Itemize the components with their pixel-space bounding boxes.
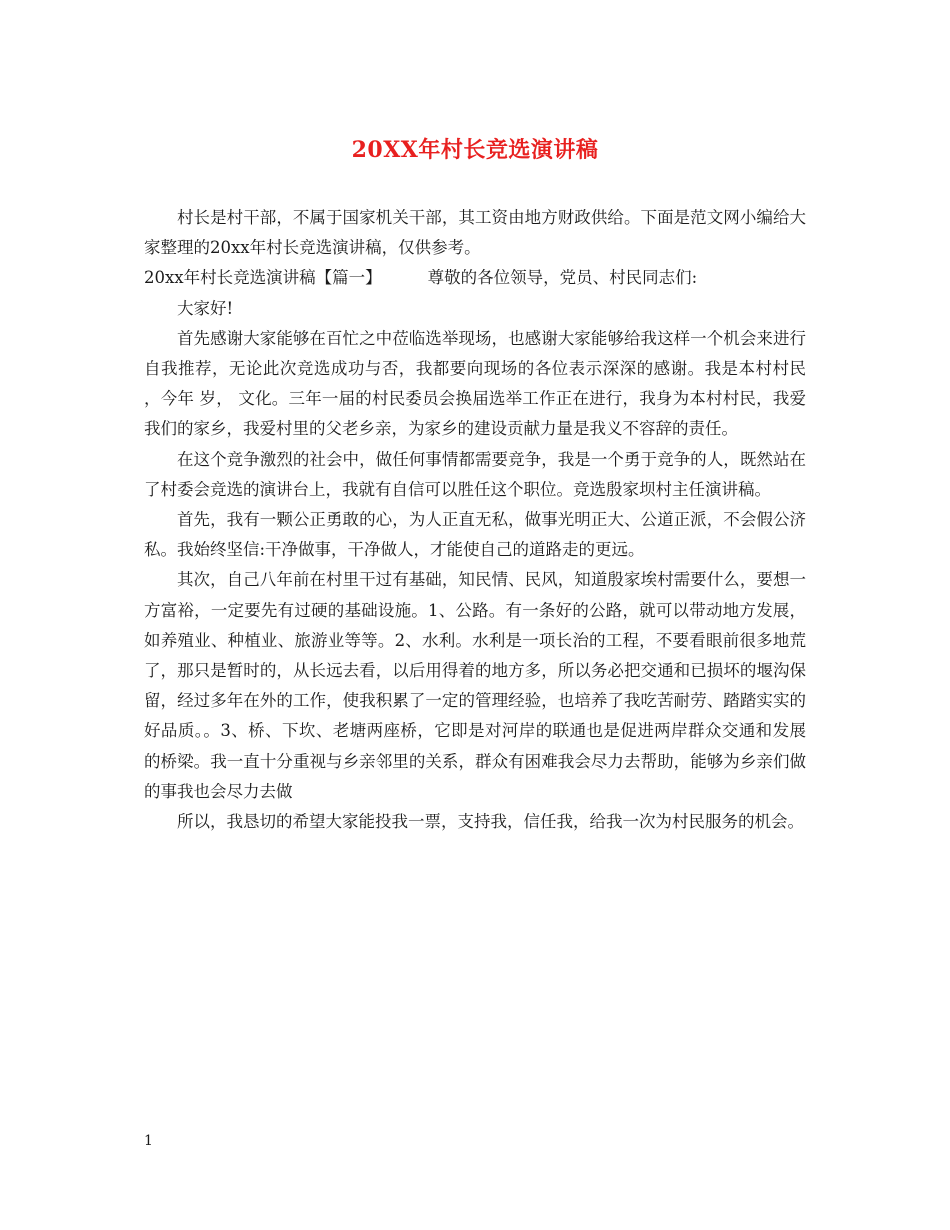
salutation: 尊敬的各位领导，党员、村民同志们:	[427, 268, 698, 288]
section-heading-line	[144, 263, 806, 293]
document-body	[144, 203, 806, 837]
page-number: 1	[144, 1133, 153, 1149]
body-paragraph-1: 首先感谢大家能够在百忙之中莅临选举现场，也感谢大家能够给我这样一个机会来进行自我推荐，无论此次竞选成功与否，我都要向现场的各位表示深深的感谢。我是本村村民 ，今年 岁， 文化。三年一届的村民委员会换届选举工作正在进行，我身为本村村民，我爱我们的家乡，我爱村里的父老乡亲，为家乡的建设贡献力量是我义不容辞的责任。	[144, 328, 806, 439]
greeting: 大家好!	[177, 298, 234, 318]
document-title: 20XX年村长竞选演讲稿	[351, 137, 599, 163]
body-paragraph-5: 所以，我恳切的希望大家能投我一票，支持我，信任我，给我一次为村民服务的机会。	[177, 812, 804, 832]
body-paragraph-4: 其次，自己八年前在村里干过有基础，知民情、民风，知道殷家埃村需要什么，要想一方富裕，一定要先有过硬的基础设施。1、公路。有一条好的公路，就可以带动地方发展，如养殖业、种植业、旅游业等等。2、水利。水利是一项长治的工程，不要看眼前很多地荒了，那只是暂时的，从长远去看，以后用得着的地方多，所以务必把交通和已损坏的堰沟保留，经过多年在外的工作，使我积累了一定的管理经验，也培养了我吃苦耐劳、踏踏实实的好品质。。3、桥、下坎、老塘两座桥，它即是对河岸的联通也是促进两岸群众交通和发展的桥梁。我一直十分重视与乡亲邻里的关系，群众有困难我会尽力去帮助，能够为乡亲们做的事我也会尽力去做	[144, 570, 806, 801]
intro-paragraph: 村长是村干部，不属于国家机关干部，其工资由地方财政供给。下面是范文网小编给大家整理的20xx年村长竞选演讲稿，仅供参考。	[144, 208, 806, 258]
body-paragraph-3: 首先，我有一颗公正勇敢的心，为人正直无私，做事光明正大、公道正派，不会假公济私。我始终坚信:干净做事，干净做人，才能使自己的道路走的更远。	[144, 510, 806, 560]
section-heading: 20xx年村长竞选演讲稿【篇一】	[144, 268, 382, 288]
body-paragraph-2: 在这个竞争激烈的社会中，做任何事情都需要竞争，我是一个勇于竞争的人，既然站在了村委会竞选的演讲台上，我就有自信可以胜任这个职位。竞选殷家坝村主任演讲稿。	[144, 449, 806, 499]
